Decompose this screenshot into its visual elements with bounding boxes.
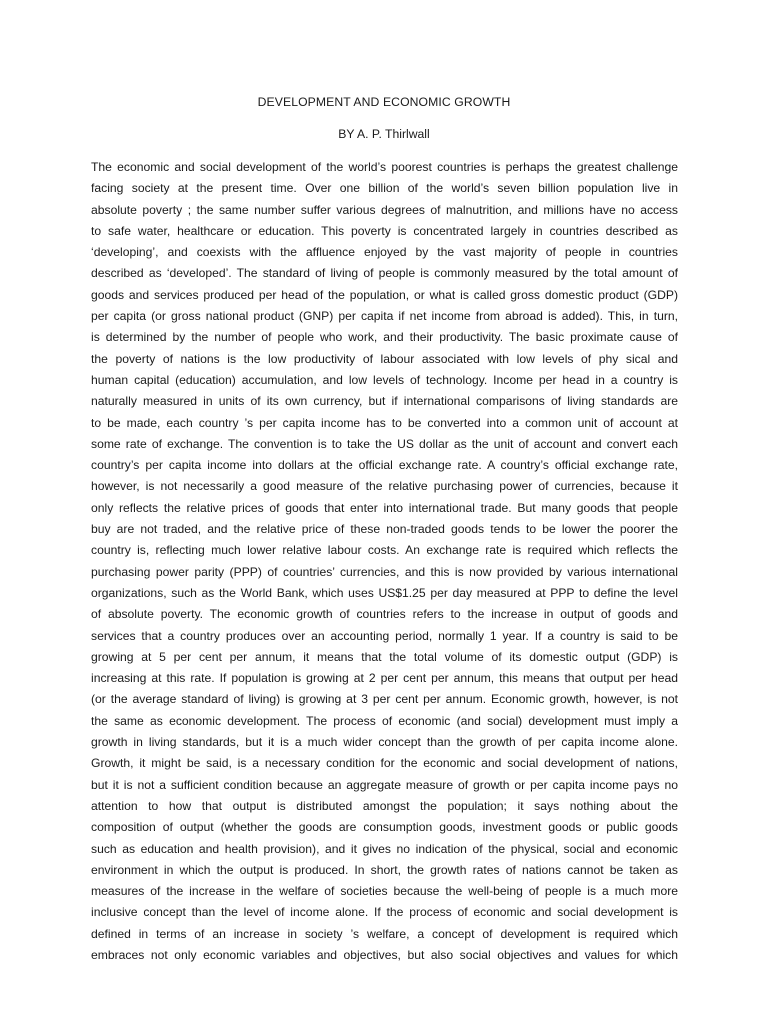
text-line: environment in which the output is produced. In short, the growth rates of nations cannot be taken as bbox=[91, 862, 678, 877]
text-line: facing society at the present time. Over one billion of the world’s seven billion population live in bbox=[91, 181, 678, 196]
text-line: Growth, it might be said, is a necessary condition for the economic and social development of nations, bbox=[91, 756, 678, 771]
text-line: purchasing power parity (PPP) of countries’ currencies, and this is now provided by various international bbox=[91, 564, 678, 579]
body-paragraph bbox=[91, 157, 678, 966]
text-line: of absolute poverty. The economic growth of countries refers to the increase in output of goods and bbox=[91, 607, 678, 622]
text-line: growth in living standards, but it is a much wider concept than the growth of per capita income alone. bbox=[91, 735, 678, 750]
text-line: goods and services produced per head of the population, or what is called gross domestic product (GDP) bbox=[91, 287, 678, 302]
text-line: measures of the increase in the welfare of societies because the well-being of people is a much more bbox=[91, 884, 678, 899]
text-line: to be made, each country ’s per capita income has to be converted into a common unit of account at bbox=[91, 415, 678, 430]
text-line: increasing at this rate. If population is growing at 2 per cent per annum, this means that output per head bbox=[91, 671, 678, 686]
text-line: composition of output (whether the goods are consumption goods, investment goods or public goods bbox=[91, 820, 678, 835]
text-line: the poverty of nations is the low productivity of labour associated with low levels of phy sical and bbox=[91, 351, 678, 366]
text-line: country’s per capita income into dollars at the official exchange rate. A country’s official exchange rate, bbox=[91, 458, 678, 473]
text-line: inclusive concept than the level of income alone. If the process of economic and social development is bbox=[91, 905, 678, 920]
text-line: organizations, such as the World Bank, which uses US$1.25 per day measured at PPP to define the level bbox=[91, 585, 678, 600]
text-line: embraces not only economic variables and objectives, but also social objectives and values for which bbox=[91, 947, 678, 962]
text-line: growing at 5 per cent per annum, it means that the total volume of its domestic output (GDP) is bbox=[91, 649, 678, 664]
text-line: the same as economic development. The process of economic (and social) development must imply a bbox=[91, 713, 678, 728]
text-line: defined in terms of an increase in society ’s welfare, a concept of development is required which bbox=[91, 926, 678, 941]
text-line: country is, reflecting much lower relative labour costs. An exchange rate is required which reflects the bbox=[91, 543, 678, 558]
text-line: services that a country produces over an accounting period, normally 1 year. If a country is said to be bbox=[91, 628, 678, 643]
text-line: buy are not traded, and the relative price of these non-traded goods tends to be lower the poorer the bbox=[91, 522, 678, 537]
text-line: human capital (education) accumulation, and low levels of technology. Income per head in a country is bbox=[91, 372, 678, 387]
text-line: ‘developing’, and coexists with the affluence enjoyed by the vast majority of people in countries bbox=[91, 245, 678, 260]
text-line: but it is not a sufficient condition because an aggregate measure of growth or per capita income pays no bbox=[91, 777, 678, 792]
text-line: per capita (or gross national product (GNP) per capita if net income from abroad is added). This, in turn, bbox=[91, 309, 678, 324]
text-line: naturally measured in units of its own currency, but if international comparisons of living standards are bbox=[91, 394, 678, 409]
text-line: such as education and health provision), and it gives no indication of the physical, social and economic bbox=[91, 841, 678, 856]
text-line: however, is not necessarily a good measure of the relative purchasing power of currencies, because it bbox=[91, 479, 678, 494]
text-line: described as ‘developed’. The standard of living of people is commonly measured by the total amount of bbox=[91, 266, 678, 281]
document-author: BY A. P. Thirlwall bbox=[338, 127, 430, 141]
text-line: is determined by the number of people who work, and their productivity. The basic proximate cause of bbox=[91, 330, 678, 345]
text-line: to safe water, healthcare or education. This poverty is concentrated largely in countries described as bbox=[91, 223, 678, 238]
text-line: absolute poverty ; the same number suffer various degrees of malnutrition, and millions have no access bbox=[91, 202, 678, 217]
text-line: The economic and social development of the world’s poorest countries is perhaps the greatest challenge bbox=[91, 160, 678, 174]
text-line: (or the average standard of living) is growing at 3 per cent per annum. Economic growth, however, is not bbox=[91, 692, 678, 707]
text-line: attention to how that output is distributed amongst the population; it says nothing about the bbox=[91, 798, 678, 813]
text-line: only reflects the relative prices of goods that enter into international trade. But many goods that people bbox=[91, 500, 678, 515]
document-title: DEVELOPMENT AND ECONOMIC GROWTH bbox=[257, 95, 511, 109]
text-line: some rate of exchange. The convention is to take the US dollar as the unit of account and convert each bbox=[91, 436, 678, 451]
